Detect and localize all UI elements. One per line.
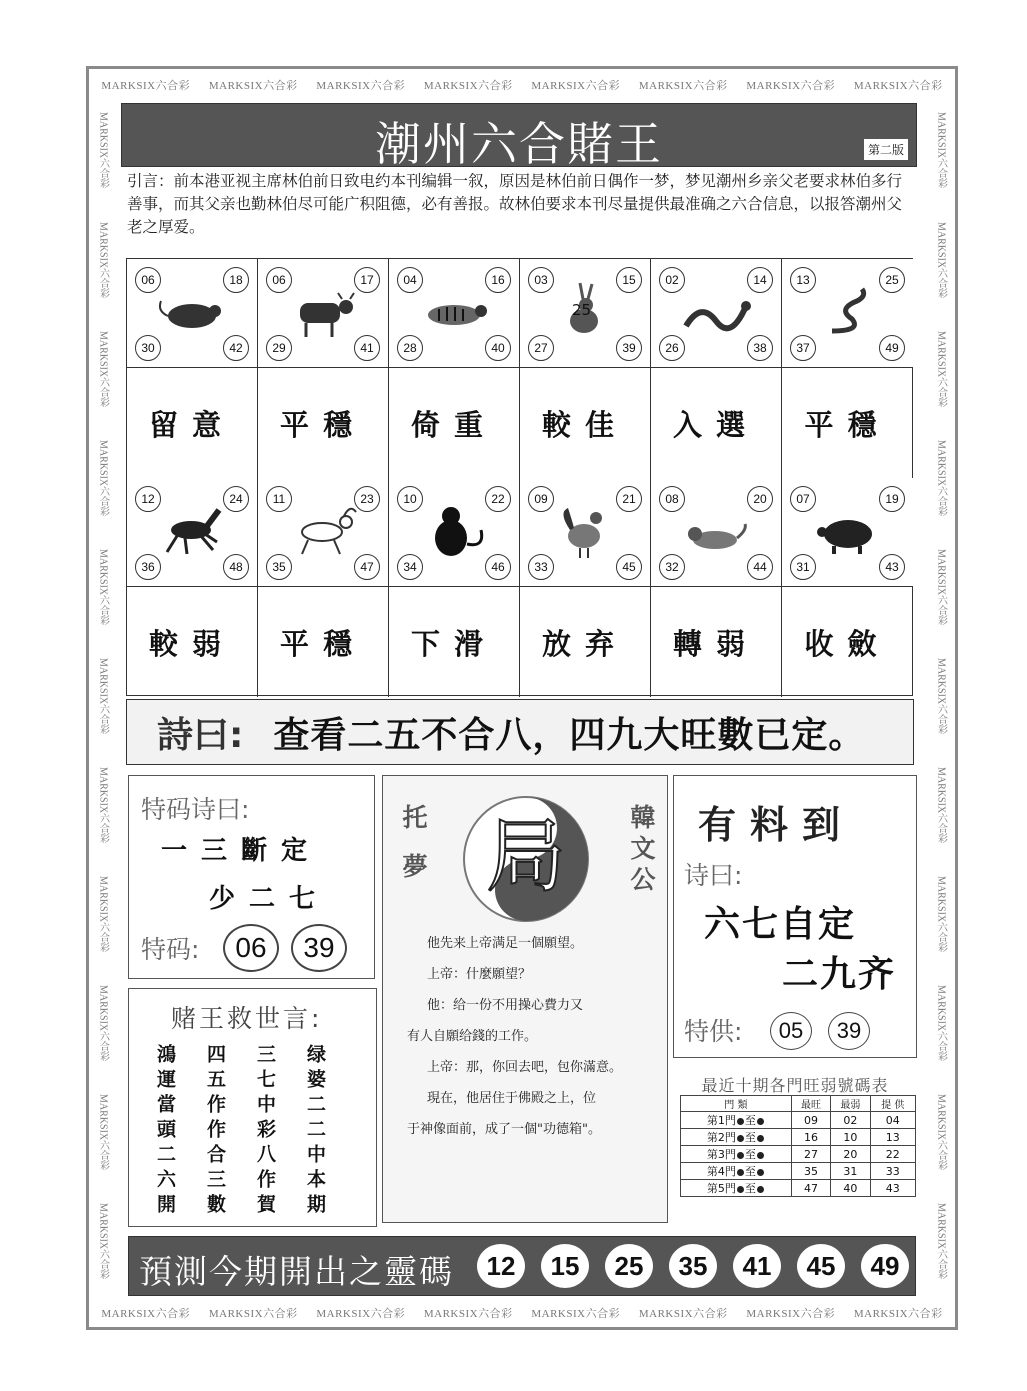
goat-icon (288, 500, 358, 560)
stats-row (681, 1146, 916, 1163)
story-line: 現在，他居住于佛殿之上，位 (427, 1091, 597, 1106)
stats-offer: 13 (870, 1129, 915, 1146)
gambler-words-column: 四五作作合三數 (204, 1044, 226, 1219)
zodiac-number: 26 (659, 335, 685, 361)
poem-text: 查看二五不合八，四九大旺數已定。 (273, 714, 866, 756)
tiger-icon (419, 281, 489, 341)
horse-icon (157, 500, 227, 560)
story-line: 上帝：那，你回去吧，包你滿意。 (427, 1060, 623, 1075)
zodiac-cell (651, 259, 782, 478)
special-code: 39 (291, 924, 347, 972)
zodiac-number: 14 (747, 267, 773, 293)
zodiac-number: 47 (354, 554, 380, 580)
ball-icon (757, 1118, 764, 1125)
dream-side-left: 托夢 (399, 804, 428, 902)
zodiac-number: 31 (790, 554, 816, 580)
material-heading: 有料到 (698, 803, 855, 847)
zodiac-cell (258, 478, 389, 697)
zodiac-number: 34 (397, 554, 423, 580)
stats-row (681, 1163, 916, 1180)
story-line: 他先来上帝满足一個願望。 (427, 936, 584, 951)
zodiac-number: 13 (790, 267, 816, 293)
material-line2: 二九齐 (782, 954, 897, 995)
forecast-ball: 41 (733, 1244, 781, 1288)
zodiac-number: 36 (135, 554, 161, 580)
zodiac-picture (258, 259, 388, 368)
dream-side-right: 韓文公 (627, 804, 656, 897)
rat-icon (157, 281, 227, 341)
zodiac-cell (782, 259, 913, 478)
zodiac-cell (127, 259, 258, 478)
zodiac-number: 10 (397, 486, 423, 512)
zodiac-status: 放弃 (541, 626, 628, 661)
zodiac-number: 32 (659, 554, 685, 580)
zodiac-number: 23 (354, 486, 380, 512)
story-line: 他：给一份不用操心費力又 (427, 998, 584, 1013)
zodiac-number: 39 (616, 335, 642, 361)
ball-icon (757, 1186, 764, 1193)
gambler-words-column: 三七中彩八作賀 (254, 1044, 276, 1219)
zodiac-number: 07 (790, 486, 816, 512)
gambler-words-column: 鴻運當頭二六開 (154, 1044, 176, 1219)
stats-cold: 02 (831, 1112, 870, 1129)
stats-door: 第5門 至 (681, 1180, 792, 1197)
stats-offer: 33 (870, 1163, 915, 1180)
snake-icon (812, 281, 882, 341)
ball-icon (757, 1169, 764, 1176)
zodiac-cell (520, 478, 651, 697)
zodiac-number: 12 (135, 486, 161, 512)
stats-header: 最旺 (791, 1096, 830, 1112)
forecast-ball: 45 (797, 1244, 845, 1288)
zodiac-number: 46 (485, 554, 511, 580)
page-title: 潮州六合賭王 (375, 117, 663, 171)
emblem-char: 局 (486, 810, 566, 903)
zodiac-status: 收斂 (804, 626, 891, 661)
dream-story (407, 928, 657, 1145)
zodiac-number: 04 (397, 267, 423, 293)
watermark-top: MARKSIX六合彩 MARKSIX六合彩 MARKSIX六合彩 MARKSIX六合彩 MARKSIX六合彩 MARKSIX六合彩 MARKSIX六合彩 MARKSIX六合彩 (101, 80, 943, 92)
special-poem-line1: 一三斷定 (161, 836, 322, 866)
zodiac-number: 29 (266, 335, 292, 361)
forecast-ball: 15 (541, 1244, 589, 1288)
stats-row (681, 1112, 916, 1129)
title-bar (121, 103, 917, 171)
ball-icon (737, 1169, 744, 1176)
stats-cold: 31 (831, 1163, 870, 1180)
ball-icon (757, 1135, 764, 1142)
dragon-icon (681, 281, 751, 341)
zodiac-cell (520, 259, 651, 478)
stats-header-row (681, 1096, 916, 1112)
zodiac-status: 下滑 (410, 626, 497, 661)
ball-icon (737, 1118, 744, 1125)
stats-hot: 27 (791, 1146, 830, 1163)
stats-cold: 10 (831, 1129, 870, 1146)
zodiac-number: 43 (879, 554, 905, 580)
special-poem-heading: 特码诗曰: (141, 795, 250, 824)
zodiac-number: 21 (616, 486, 642, 512)
watermark-left: MARKSIX六合彩 MARKSIX六合彩 MARKSIX六合彩 MARKSIX六合彩 MARKSIX六合彩 MARKSIX六合彩 MARKSIX六合彩 MARKSIX六合彩 MARKSIX六合彩 MARKSIX六合彩 MARKSIX六合彩 (97, 112, 109, 1280)
stats-header: 門 類 (681, 1096, 792, 1112)
zodiac-picture (782, 478, 913, 587)
zodiac-number: 25 (879, 267, 905, 293)
stats-row (681, 1129, 916, 1146)
material-box (673, 775, 917, 1058)
zodiac-picture (389, 259, 519, 368)
zodiac-status: 平穩 (804, 407, 891, 442)
zodiac-mark: 25 (572, 301, 592, 319)
zodiac-number: 15 (616, 267, 642, 293)
ball-icon (757, 1152, 764, 1159)
zodiac-number: 38 (747, 335, 773, 361)
story-line: 上帝：什麼願望？ (427, 967, 532, 982)
special-code-label: 特码: (141, 935, 200, 964)
special-code: 06 (223, 924, 279, 972)
gambler-words-column: 绿婆二二中本期 (304, 1044, 326, 1219)
zodiac-number: 03 (528, 267, 554, 293)
stats-row (681, 1180, 916, 1197)
zodiac-status: 平穩 (279, 407, 366, 442)
zodiac-number: 41 (354, 335, 380, 361)
zodiac-grid (126, 258, 913, 696)
ball-icon (737, 1186, 744, 1193)
poem-bar (126, 699, 914, 765)
zodiac-number: 49 (879, 335, 905, 361)
zodiac-number: 06 (135, 267, 161, 293)
zodiac-number: 27 (528, 335, 554, 361)
special-poem-box (128, 775, 375, 979)
zodiac-status: 入選 (672, 407, 759, 442)
story-line: 有人自願给錢的工作。 (407, 1029, 538, 1044)
zodiac-status: 平穩 (279, 626, 366, 661)
zodiac-picture (389, 478, 519, 587)
special-poem-line2: 少二七 (209, 884, 330, 914)
material-line1: 六七自定 (704, 904, 857, 945)
watermark-right: MARKSIX六合彩 MARKSIX六合彩 MARKSIX六合彩 MARKSIX六合彩 MARKSIX六合彩 MARKSIX六合彩 MARKSIX六合彩 MARKSIX六合彩 MARKSIX六合彩 MARKSIX六合彩 MARKSIX六合彩 (935, 112, 947, 1280)
stats-header: 提 供 (870, 1096, 915, 1112)
zodiac-cell (258, 259, 389, 478)
zodiac-number: 16 (485, 267, 511, 293)
stats-table (680, 1095, 916, 1197)
zodiac-number: 11 (266, 486, 292, 512)
zodiac-cell (651, 478, 782, 697)
stats-hot: 47 (791, 1180, 830, 1197)
stats-header: 最弱 (831, 1096, 870, 1112)
zodiac-picture (127, 478, 257, 587)
ball-icon (737, 1135, 744, 1142)
stats-offer: 04 (870, 1112, 915, 1129)
forecast-ball: 25 (605, 1244, 653, 1288)
zodiac-number: 42 (223, 335, 249, 361)
ox-icon (288, 281, 358, 341)
edition-label: 第二版 (864, 139, 908, 160)
zodiac-number: 22 (485, 486, 511, 512)
forecast-ball: 49 (861, 1244, 909, 1288)
zodiac-number: 06 (266, 267, 292, 293)
forecast-label: 預測今期開出之靈碼 (139, 1252, 454, 1291)
material-code: 05 (770, 1012, 812, 1050)
monkey-icon (419, 500, 489, 560)
zodiac-number: 24 (223, 486, 249, 512)
zodiac-number: 30 (135, 335, 161, 361)
zodiac-status: 倚重 (410, 407, 497, 442)
story-line: 于神像面前，成了一個"功德箱"。 (407, 1122, 601, 1137)
material-code: 39 (828, 1012, 870, 1050)
stats-cold: 20 (831, 1146, 870, 1163)
intro-text: 引言：前本港亚视主席林伯前日致电约本刊编辑一叙，原因是林伯前日偶作一梦，梦见潮州乡亲父老要求林伯多行善事，而其父亲也勤林伯尽可能广积阻德，必有善报。故林伯要求本刊尽量提供最准确之六合信息，以报答潮州父老之厚爱。 (127, 172, 903, 236)
zodiac-picture (258, 478, 388, 587)
dream-box (382, 775, 668, 1223)
yin-yang-icon (461, 794, 591, 924)
stats-door: 第1門 至 (681, 1112, 792, 1129)
zodiac-number: 48 (223, 554, 249, 580)
ball-icon (737, 1152, 744, 1159)
zodiac-number: 45 (616, 554, 642, 580)
zodiac-cell (782, 478, 913, 697)
poem-label: 詩曰: (157, 714, 244, 756)
material-sub: 诗曰: (684, 861, 743, 890)
zodiac-number: 02 (659, 267, 685, 293)
rooster-icon (550, 500, 620, 560)
forecast-ball: 12 (477, 1244, 525, 1288)
forecast-bar (128, 1236, 916, 1296)
stats-offer: 22 (870, 1146, 915, 1163)
zodiac-status: 轉弱 (672, 626, 759, 661)
stats-door: 第2門 至 (681, 1129, 792, 1146)
stats-hot: 16 (791, 1129, 830, 1146)
dog-icon (681, 500, 751, 560)
gambler-words-box (128, 988, 377, 1227)
zodiac-number: 19 (879, 486, 905, 512)
zodiac-number: 17 (354, 267, 380, 293)
pig-icon (812, 500, 882, 560)
zodiac-number: 35 (266, 554, 292, 580)
forecast-ball: 35 (669, 1244, 717, 1288)
zodiac-picture (520, 259, 650, 368)
stats-title: 最近十期各門旺弱號碼表 (701, 1076, 889, 1095)
zodiac-number: 40 (485, 335, 511, 361)
zodiac-number: 20 (747, 486, 773, 512)
zodiac-number: 09 (528, 486, 554, 512)
zodiac-picture (651, 259, 781, 368)
zodiac-picture (127, 259, 257, 368)
zodiac-number: 44 (747, 554, 773, 580)
gambler-words-heading: 赌王救世言: (171, 1004, 323, 1033)
zodiac-status: 較佳 (541, 407, 628, 442)
zodiac-status: 較弱 (148, 626, 235, 661)
zodiac-number: 33 (528, 554, 554, 580)
stats-hot: 35 (791, 1163, 830, 1180)
zodiac-cell (389, 259, 520, 478)
zodiac-number: 37 (790, 335, 816, 361)
zodiac-picture (651, 478, 781, 587)
zodiac-number: 18 (223, 267, 249, 293)
zodiac-cell (389, 478, 520, 697)
stats-cold: 40 (831, 1180, 870, 1197)
stats-door: 第3門 至 (681, 1146, 792, 1163)
stats-hot: 09 (791, 1112, 830, 1129)
zodiac-picture (782, 259, 913, 368)
zodiac-number: 28 (397, 335, 423, 361)
stats-offer: 43 (870, 1180, 915, 1197)
zodiac-number: 08 (659, 486, 685, 512)
watermark-bottom: MARKSIX六合彩 MARKSIX六合彩 MARKSIX六合彩 MARKSIX六合彩 MARKSIX六合彩 MARKSIX六合彩 MARKSIX六合彩 MARKSIX六合彩 (101, 1308, 943, 1320)
material-code-label: 特供: (684, 1017, 743, 1046)
zodiac-picture (520, 478, 650, 587)
stats-door: 第4門 至 (681, 1163, 792, 1180)
zodiac-status: 留意 (148, 407, 235, 442)
zodiac-cell (127, 478, 258, 697)
